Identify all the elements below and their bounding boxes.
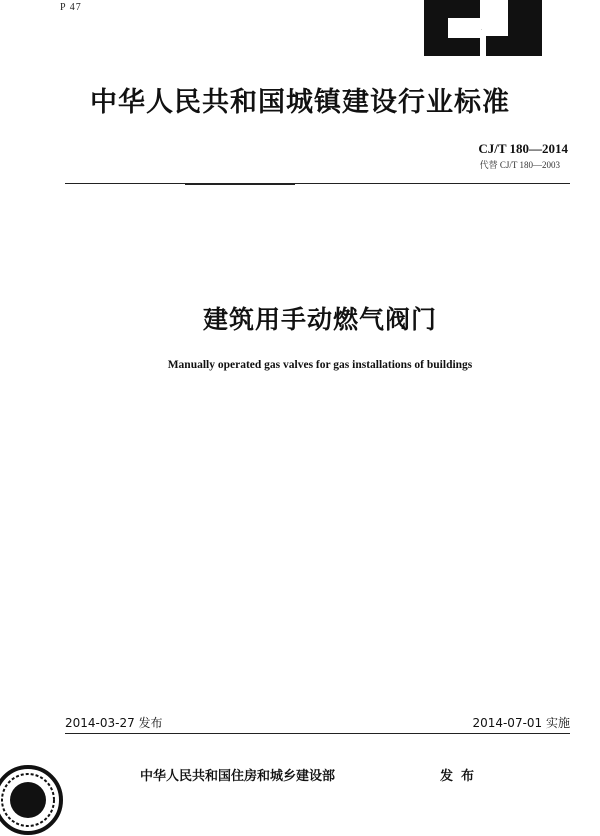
replaces-note: 代替 CJ/T 180—2003 xyxy=(479,160,560,170)
standard-number xyxy=(478,141,568,157)
cj-logo xyxy=(420,0,542,56)
seal-icon xyxy=(0,764,64,836)
standard-number-text: CJ/T 180—2014 xyxy=(478,141,568,156)
ics-code: P 47 xyxy=(60,2,82,13)
logo-text: CJ xyxy=(481,30,482,31)
standard-category: 中华人民共和国城镇建设行业标准 xyxy=(90,87,510,118)
title-chinese: 建筑用手动燃气阀门 xyxy=(202,305,437,334)
issuer-name: 中华人民共和国住房和城乡建设部 xyxy=(140,769,336,784)
issue-date: 2014-03-27 发布 xyxy=(65,716,163,730)
top-divider-accent xyxy=(185,183,295,185)
issuer-verb: 发布 xyxy=(440,769,483,784)
top-divider xyxy=(65,183,570,184)
bottom-divider xyxy=(65,733,570,734)
implementation-date: 2014-07-01 实施 xyxy=(472,716,570,730)
title-english: Manually operated gas valves for gas installations of buildings xyxy=(167,359,473,371)
